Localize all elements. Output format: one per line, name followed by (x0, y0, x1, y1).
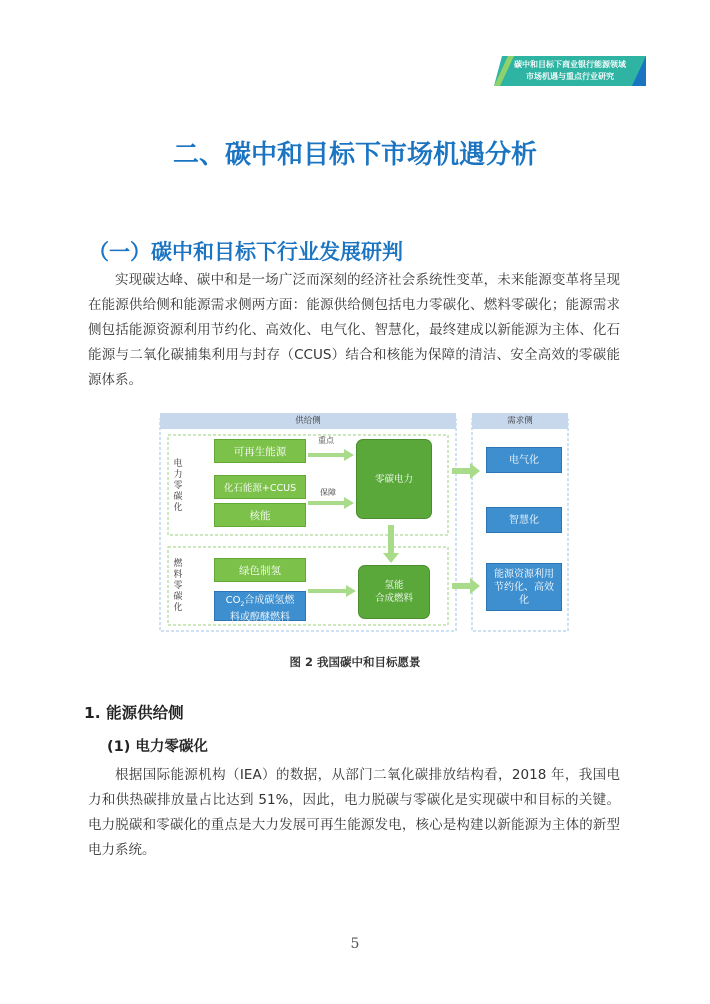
heading-energy-supply: 1. 能源供给侧 (84, 704, 184, 722)
header-badge (494, 56, 646, 86)
vision-diagram (158, 413, 570, 633)
co2-prefix: CO (225, 595, 241, 606)
box-hydrogen-synthetic-fuel: 氢能 合成燃料 (358, 565, 430, 619)
box-nuclear: 核能 (214, 503, 306, 527)
co2-subscript: 2 (240, 601, 245, 608)
figure-caption: 图 2 我国碳中和目标愿景 (289, 655, 421, 669)
header-badge-line2: 市场机遇与重点行业研究 (526, 72, 614, 81)
arrow-label-focus: 重点 (318, 436, 334, 445)
box-electrification: 电气化 (486, 447, 562, 473)
co2-suffix: 合成碳氢燃料或醇醚燃料 (230, 595, 295, 623)
page-number: 5 (350, 936, 360, 952)
box-fossil-ccus: 化石能源+CCUS (214, 475, 306, 499)
section-heading: （一）碳中和目标下行业发展研判 (88, 240, 403, 264)
heading-power-zero-carbon: (1) 电力零碳化 (107, 739, 208, 755)
box-resource-efficiency: 能源资源利用节约化、高效化 (486, 563, 562, 611)
box-renewable: 可再生能源 (214, 439, 306, 463)
page-title: 二、碳中和目标下市场机遇分析 (172, 140, 537, 170)
box-co2-synthesis (214, 591, 306, 621)
demand-side-header: 需求侧 (472, 413, 568, 429)
group-label-power: 电力零碳化 (173, 459, 183, 513)
paragraph-intro: 实现碳达峰、碳中和是一场广泛而深刻的经济社会系统性变革，未来能源变革将呈现在能源供给侧和能源需求侧两方面：能源供给侧包括电力零碳化、燃料零碳化；能源需求侧包括能源资源利用节约化、高效化、电气化、智慧化，最终建成以新能源为主体、化石能源与二氧化碳捕集利用与封存（CCUS）结合和核能为保障的清洁、安全高效的零碳能源体系。 (88, 272, 620, 388)
box-zero-carbon-power: 零碳电力 (356, 439, 432, 519)
paragraph-power: 根据国际能源机构（IEA）的数据，从部门二氧化碳排放结构看，2018 年，我国电力和供热碳排放量占比达到 51%，因此，电力脱碳与零碳化是实现碳中和目标的关键。电力脱碳和零碳化的重点是大力发展可再生能源发电，核心是构建以新能源为主体的新型电力系统。 (88, 767, 620, 858)
group-label-fuel: 燃料零碳化 (173, 559, 183, 613)
box-smart: 智慧化 (486, 507, 562, 533)
header-badge-text (494, 56, 646, 86)
header-badge-line1: 碳中和目标下商业银行能源领域 (514, 60, 626, 69)
arrow-label-guarantee: 保障 (320, 488, 336, 497)
box-green-hydrogen: 绿色制氢 (214, 558, 306, 582)
supply-side-header: 供给侧 (160, 413, 456, 429)
